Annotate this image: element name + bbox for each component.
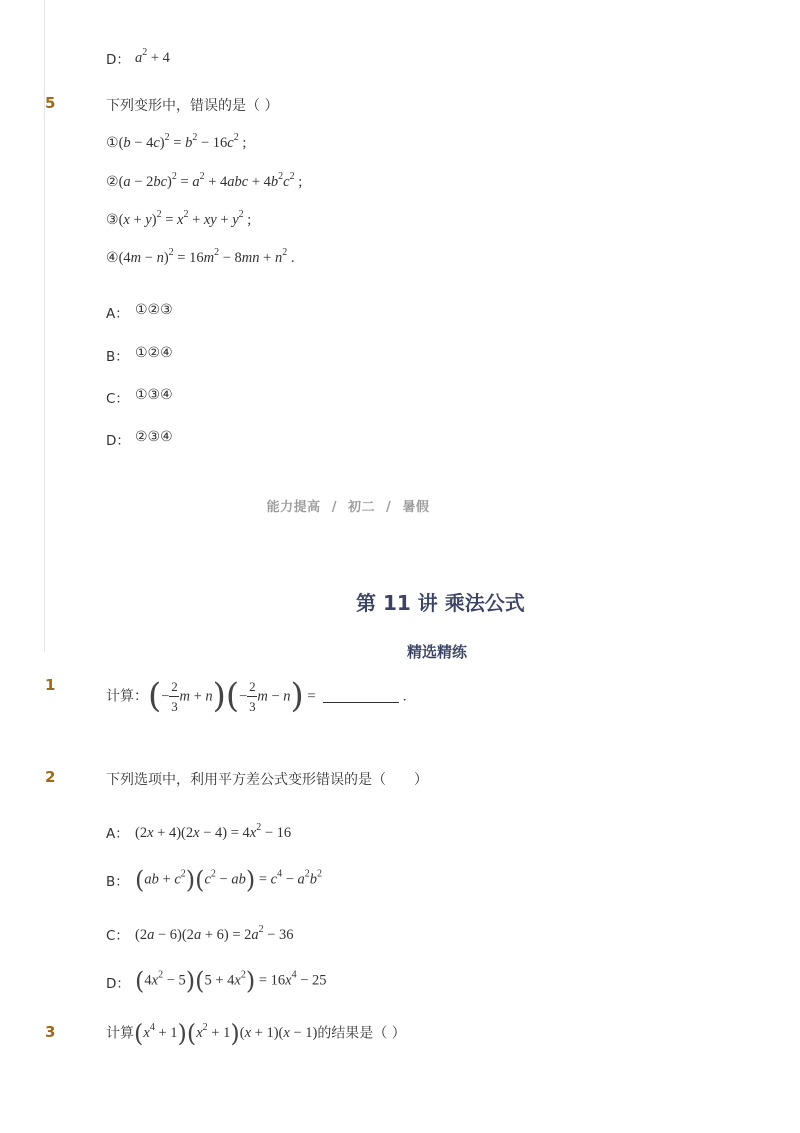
question-number-2: 2 [45,768,56,786]
q2-option-b-value: $(ab + c^2)(c^2 - ab) = c^4 - a^2b^2$ [135,866,323,894]
question-3-suffix: 的结果是（ ） [317,1025,406,1042]
header-part-3: 暑假 [402,500,430,515]
question-number-1: 1 [45,676,56,694]
header-separator-2: / [386,500,392,515]
q5-option-c-value: ①③④ [135,387,173,403]
question-number-3: 3 [45,1023,56,1041]
question-5-stem: 下列变形中，错误的是（ ） [106,98,279,114]
question-number-5: 5 [45,94,56,112]
q5-option-a-value: ①②③ [135,302,173,318]
q5-item-3-marker: ③ [106,212,119,228]
q1-fraction-2-num: 2 [249,678,256,694]
lesson-title: 第 11 讲 乘法公式 [356,591,525,615]
q2-option-d-value: $(4x^2 - 5)(5 + 4x^2) = 16x^4 - 25$ [135,967,327,995]
q1-fraction-1 [169,680,179,713]
question-3-prefix: 计算 [106,1025,134,1042]
q5-item-3: ③(x + $y)^2 = x^2$ + xy + $y^2$ ; [106,209,252,228]
q1-fraction-1-den: 3 [171,698,178,714]
q5-item-4-marker: ④ [106,250,119,266]
question-3-body: 计算$(x^4 + 1)(x^2 + 1)(x + 1)(x - 1)$的结果是（ ） [106,1020,406,1048]
question-2-stem: 下列选项中，利用平方差公式变形错误的是（ ） [106,772,428,788]
q5-option-d-value: ②③④ [135,429,173,445]
q5-item-2: ②(a − $2bc)^2 = a^2 + 4abc + 4b^2c^2$ ; [106,171,303,190]
q2-option-d-label: D： [106,976,130,992]
q5-option-b-label: B： [106,349,129,365]
q2-option-a-value: $(2x + 4)(2x - 4) = 4x^2 - 16$ [135,822,292,841]
q2-option-a-label: A： [106,826,129,842]
q5-option-d-label: D： [106,433,130,449]
q1-fraction-2 [247,680,257,713]
q5-item-4: ④(4m − $n)^2 = 16m^2 - 8mn + n^2$ . [106,247,295,266]
answer-blank[interactable] [323,702,399,703]
q2-option-c-value: $(2a - 6)(2a + 6) = 2a^2 - 36$ [135,924,294,943]
question-1-prefix: 计算： [106,688,148,705]
q5-item-2-marker: ② [106,174,119,190]
q5-option-a-label: A： [106,306,129,322]
q5-item-1: ①(b − $4c)^2 = b^2 - 16c^2$ ; [106,132,247,151]
q2-option-b-label: B： [106,874,129,890]
q5-option-c-label: C： [106,391,129,407]
q5-item-1-marker: ① [106,135,119,151]
q1-fraction-2-den: 3 [249,698,256,714]
prev-option-d-value: $a^2 + 4$ [135,47,170,66]
question-1-body: 计算：(− $\frac{2}{3}$ m + n)(− $\frac{2}{3}$ m − n) = . [106,676,407,716]
header-part-2: 初二 [347,500,375,515]
header-part-1: 能力提高 [266,500,321,515]
page-header [0,496,696,515]
section-title: 精选精练 [407,643,468,661]
q5-option-b-value: ①②④ [135,345,173,361]
q2-option-c-label: C： [106,928,129,944]
prev-option-d-label: D： [106,52,130,68]
header-separator-1: / [331,500,337,515]
q1-fraction-1-num: 2 [171,678,178,694]
